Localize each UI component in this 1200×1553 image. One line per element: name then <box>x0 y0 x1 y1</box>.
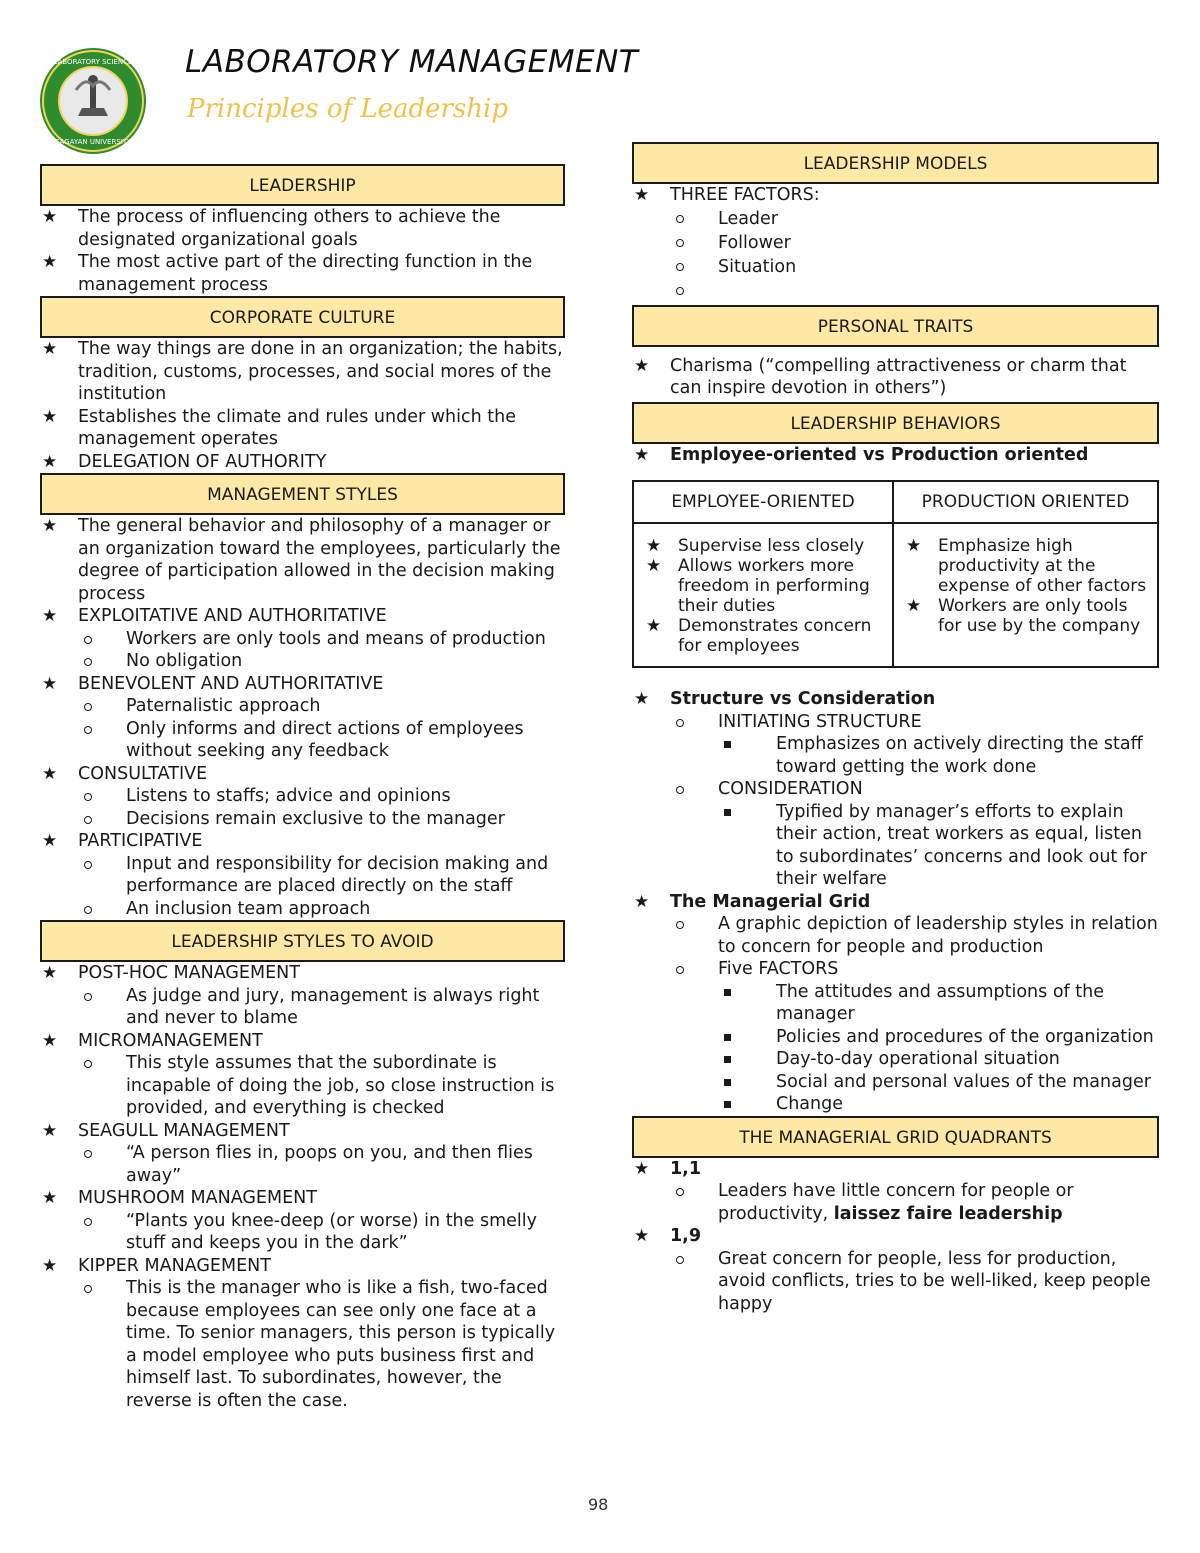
section-heading-management-styles: MANAGEMENT STYLES <box>40 473 565 515</box>
sub-item: Only informs and direct actions of employees without seeking any feedback <box>40 718 565 763</box>
list-item: ★ DELEGATION OF AUTHORITY <box>40 451 565 474</box>
list-item <box>632 688 1159 891</box>
sub-list <box>78 853 565 921</box>
quadrant-text: Leaders have little concern for people or productivity, <box>718 1181 1074 1224</box>
list-item: ★ Allows workers more freedom in performing their duties <box>642 556 884 616</box>
sub-item: An inclusion team approach <box>40 898 565 921</box>
sub-item: Decisions remain exclusive to the manager <box>40 808 565 831</box>
sub-item: Workers are only tools and means of production <box>40 628 565 651</box>
sub-list <box>78 695 565 763</box>
list-item <box>632 1225 1159 1315</box>
employee-list <box>642 536 884 656</box>
sub-list <box>78 985 565 1030</box>
document-title: LABORATORY MANAGEMENT <box>185 44 639 80</box>
sub-list <box>670 207 1159 303</box>
personal-traits-list <box>632 355 1159 400</box>
leadership-list <box>40 206 565 296</box>
list-item: ★ Emphasize high productivity at the expense of other factors <box>902 536 1149 596</box>
style-name: PARTICIPATIVE <box>78 831 203 851</box>
sub-list <box>670 1248 1159 1316</box>
grid-label: The Managerial Grid <box>670 891 871 912</box>
table-header-employee: EMPLOYEE-ORIENTED <box>634 482 894 524</box>
sub-sub-item: Day-to-day operational situation <box>718 1048 1159 1071</box>
list-item <box>40 1187 565 1255</box>
list-item <box>40 605 565 673</box>
sub-list <box>78 1210 565 1255</box>
section-heading-corporate-culture: CORPORATE CULTURE <box>40 296 565 338</box>
list-item: ★ Workers are only tools for use by the company <box>902 596 1149 636</box>
sub-list <box>670 913 1159 1116</box>
sub-item <box>632 279 1159 303</box>
sub-item: Situation <box>632 255 1159 279</box>
list-item <box>40 1255 565 1413</box>
page-number: 98 <box>588 1495 609 1514</box>
style-name: MICROMANAGEMENT <box>78 1030 263 1051</box>
leadership-behaviors-list <box>632 444 1159 467</box>
production-list <box>902 536 1149 636</box>
consideration-label: CONSIDERATION <box>718 779 863 799</box>
sub-item <box>632 711 1159 779</box>
section-heading-leadership-models: LEADERSHIP MODELS <box>632 142 1159 184</box>
right-column <box>632 142 1159 1315</box>
table-header-production: PRODUCTION ORIENTED <box>894 482 1157 524</box>
sub-item: “Plants you knee-deep (or worse) in the smelly stuff and keeps you in the dark” <box>40 1210 565 1255</box>
orientation-table <box>632 480 1159 668</box>
styles-to-avoid-list <box>40 962 565 1412</box>
svg-text:LABORATORY SCIENCE: LABORATORY SCIENCE <box>53 58 133 66</box>
list-item: ★ The general behavior and philosophy of a manager or an organization toward the employees, particularly the degree of participation allowed in the decision making process <box>40 515 565 605</box>
style-name: MUSHROOM MANAGEMENT <box>78 1188 317 1208</box>
sub-sub-item: The attitudes and assumptions of the manager <box>718 981 1159 1026</box>
sub-list <box>78 1052 565 1120</box>
list-item: ★ Charisma (“compelling attractiveness or charm that can inspire devotion in others”) <box>632 355 1159 400</box>
list-item: ★ Establishes the climate and rules under which the management operates <box>40 406 565 451</box>
five-factors-label: Five FACTORS <box>718 959 839 979</box>
sub-item: Listens to staffs; advice and opinions <box>40 785 565 808</box>
sub-list <box>78 628 565 673</box>
sub-item: “A person flies in, poops on you, and then flies away” <box>40 1142 565 1187</box>
sub-item: This style assumes that the subordinate is incapable of doing the job, so close instruction is provided, and everything is checked <box>40 1052 565 1120</box>
list-item: ★ Demonstrates concern for employees <box>642 616 884 656</box>
table-cell-employee <box>634 524 894 666</box>
sub-list <box>78 1142 565 1187</box>
sub-sub-list <box>766 981 1159 1116</box>
section-heading-grid-quadrants: THE MANAGERIAL GRID QUADRANTS <box>632 1116 1159 1158</box>
sub-list <box>78 1277 565 1412</box>
structure-label: Structure vs Consideration <box>670 689 936 709</box>
style-name: CONSULTATIVE <box>78 763 208 784</box>
sub-item <box>632 958 1159 1116</box>
document-subtitle: Principles of Leadership <box>187 94 509 124</box>
sub-sub-item: Social and personal values of the manager <box>718 1071 1159 1094</box>
sub-sub-list <box>766 733 1159 778</box>
section-heading-personal-traits: PERSONAL TRAITS <box>632 305 1159 347</box>
leadership-models-list <box>632 184 1159 303</box>
section-heading-leadership: LEADERSHIP <box>40 164 565 206</box>
list-item <box>40 1030 565 1120</box>
quadrants-list <box>632 1158 1159 1316</box>
style-name: EXPLOITATIVE AND AUTHORITATIVE <box>78 606 387 626</box>
svg-text:CAGAYAN UNIVERSITY: CAGAYAN UNIVERSITY <box>54 138 132 146</box>
sub-list <box>78 785 565 830</box>
sub-item: Great concern for people, less for production, avoid conflicts, tries to be well-liked, keep people happy <box>632 1248 1159 1316</box>
style-name: KIPPER MANAGEMENT <box>78 1255 271 1276</box>
sub-sub-list <box>766 801 1159 891</box>
factors-label: THREE FACTORS: <box>670 185 820 205</box>
corporate-culture-list <box>40 338 565 473</box>
sub-item <box>632 1180 1159 1225</box>
sub-item: Leader <box>632 207 1159 231</box>
list-item: ★ The most active part of the directing function in the management process <box>40 251 565 296</box>
list-item <box>40 962 565 1030</box>
list-item: ★ Employee-oriented vs Production oriented <box>632 444 1159 467</box>
sub-item: No obligation <box>40 650 565 673</box>
style-name: POST-HOC MANAGEMENT <box>78 963 300 983</box>
sub-sub-item: Typified by manager’s efforts to explain their action, treat workers as equal, listen to subordinates’ concerns and look out for their welfare <box>718 801 1159 891</box>
sub-item: Paternalistic approach <box>40 695 565 718</box>
list-item <box>632 184 1159 303</box>
style-name: SEAGULL MANAGEMENT <box>78 1120 290 1141</box>
college-seal-logo <box>38 46 148 156</box>
sub-item: Follower <box>632 231 1159 255</box>
quadrant-emphasis: laissez faire leadership <box>833 1203 1063 1224</box>
style-name: BENEVOLENT AND AUTHORITATIVE <box>78 673 384 694</box>
sub-list <box>670 711 1159 891</box>
sub-sub-item: Emphasizes on actively directing the staff toward getting the work done <box>718 733 1159 778</box>
list-item <box>40 673 565 763</box>
sub-sub-item: Policies and procedures of the organization <box>718 1026 1159 1049</box>
quadrant-label: 1,1 <box>670 1158 702 1179</box>
list-item <box>40 763 565 831</box>
list-item <box>632 1158 1159 1226</box>
sub-list <box>670 1180 1159 1225</box>
list-item: ★ The way things are done in an organization; the habits, tradition, customs, processes, and social mores of the institution <box>40 338 565 406</box>
sub-item: This is the manager who is like a fish, two-faced because employees can see only one face at a time. To senior managers, this person is typically a model employee who puts business first and himself last. To subordinates, however, the reverse is often the case. <box>40 1277 565 1412</box>
list-item: ★ Supervise less closely <box>642 536 884 556</box>
list-item <box>40 830 565 920</box>
sub-item: A graphic depiction of leadership styles in relation to concern for people and production <box>632 913 1159 958</box>
list-item <box>40 1120 565 1188</box>
left-column <box>40 164 565 1412</box>
table-cell-production <box>894 524 1157 666</box>
structure-list <box>632 688 1159 1116</box>
initiating-label: INITIATING STRUCTURE <box>718 711 922 732</box>
sub-item <box>632 778 1159 891</box>
sub-item: Input and responsibility for decision making and performance are placed directly on the staff <box>40 853 565 898</box>
quadrant-label: 1,9 <box>670 1226 702 1246</box>
list-item: ★ The process of influencing others to achieve the designated organizational goals <box>40 206 565 251</box>
section-heading-leadership-behaviors: LEADERSHIP BEHAVIORS <box>632 402 1159 444</box>
section-heading-styles-to-avoid: LEADERSHIP STYLES TO AVOID <box>40 920 565 962</box>
sub-sub-item: Change <box>718 1093 1159 1116</box>
sub-item: As judge and jury, management is always right and never to blame <box>40 985 565 1030</box>
management-styles-list <box>40 515 565 920</box>
list-item <box>632 891 1159 1116</box>
